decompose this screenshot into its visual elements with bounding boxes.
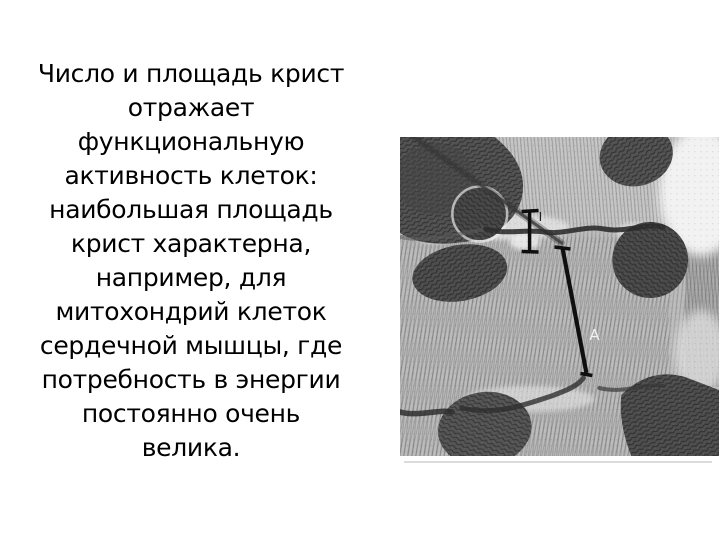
body-text-line: велика.	[141, 433, 241, 462]
i-band-marker-bottom-cap	[522, 252, 539, 253]
a-band-marker-bottom-cap	[580, 374, 592, 376]
body-text-line: отражает	[127, 93, 255, 122]
figure-edge-shadow	[404, 461, 712, 463]
a-band-label: A	[589, 325, 600, 345]
body-text-line: функциональную	[77, 127, 305, 156]
body-text-line: крист характерна,	[70, 229, 312, 258]
body-text	[8, 57, 374, 465]
body-text-line: Число и площадь крист	[37, 59, 345, 88]
micrograph-image	[400, 137, 719, 456]
a-band-marker-top-cap	[555, 247, 571, 249]
body-text-line: активность клеток:	[64, 161, 318, 190]
micrograph-figure	[400, 137, 719, 456]
body-text-line: постоянно очень	[81, 399, 301, 428]
body-text-line: например, для	[95, 263, 287, 292]
body-text-line: сердечной мышцы, где	[39, 331, 343, 360]
body-text-line: потребность в энергии	[41, 365, 341, 394]
body-text-line: митохондрий клеток	[55, 297, 327, 326]
i-band-marker-top-cap	[522, 211, 539, 212]
body-text-line: наибольшая площадь	[49, 195, 333, 224]
i-band-label: I	[538, 209, 543, 225]
grain-texture	[400, 137, 719, 456]
